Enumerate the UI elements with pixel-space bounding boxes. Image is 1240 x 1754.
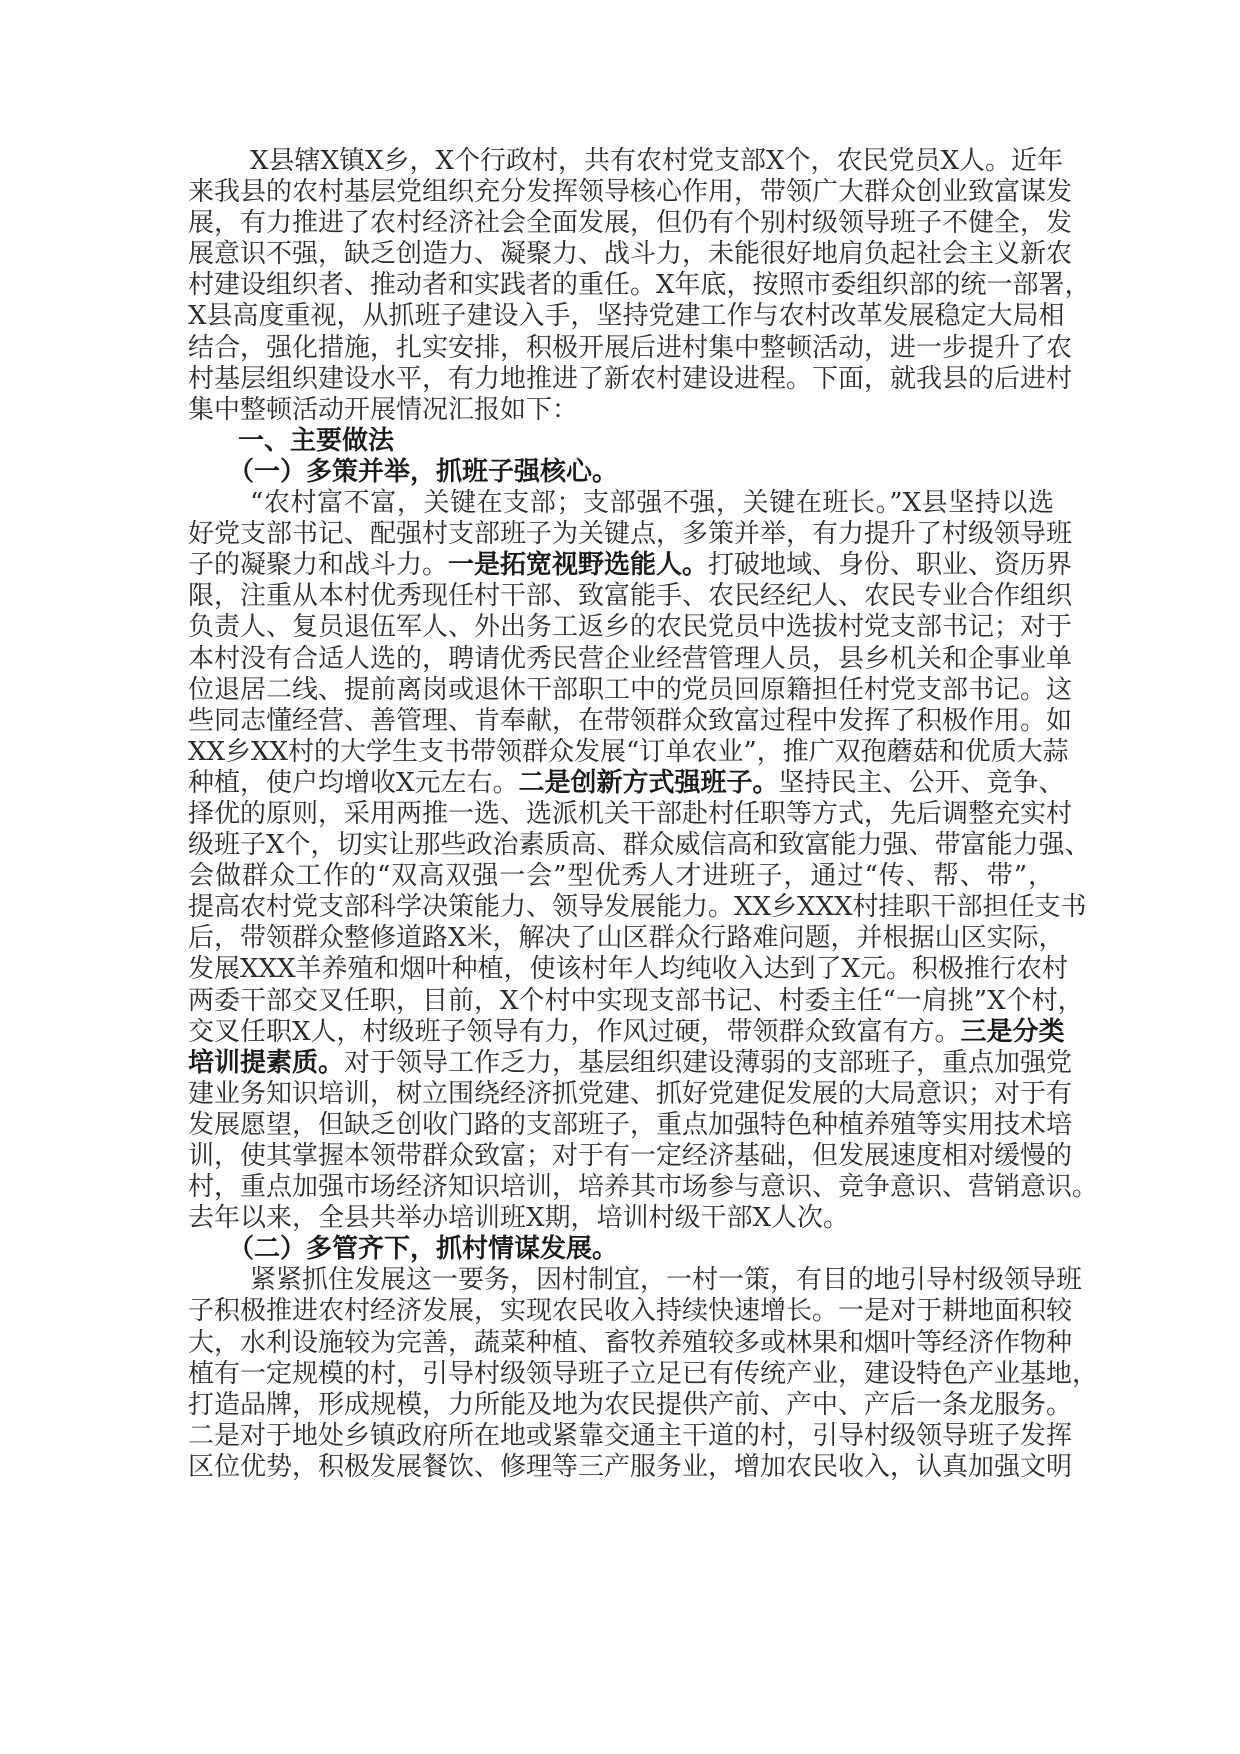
subsection-heading-2: （二）多管齐下，抓村情谋发展。 (228, 1234, 619, 1265)
text-segment: 交叉任职X人，村级班子领导有力，作风过硬，带领群众致富有方。 (188, 1016, 961, 1047)
text-segment: 对于领导工作乏力，基层组织建设薄弱的支部班子，重点加强党 (344, 1047, 1073, 1078)
text-line: 限，注重从本村优秀现任村干部、致富能手、农民经纪人、农民专业合作组织 (188, 581, 1073, 612)
bold-point-1: 一是拓宽视野选能人。 (448, 550, 709, 581)
text-line: 发展XXX羊养殖和烟叶种植，使该村年人均纯收入达到了X元。积极推行农村 (188, 954, 1069, 985)
bold-point-3-cont: 培训提素质。 (188, 1047, 345, 1078)
text-segment: 坚持民主、公开、竞争、 (778, 767, 1065, 798)
subsection-heading-1: （一）多策并举，抓班子强核心。 (228, 456, 619, 487)
text-segment: 种植，使户均增收X元左右。 (188, 767, 519, 798)
text-line: 好党支部书记、配强村支部班子为关键点，多策并举，有力提升了村级领导班 (188, 519, 1073, 550)
text-line: 子积极推进农村经济发展，实现农民收入持续快速增长。一是对于耕地面积较 (188, 1296, 1073, 1327)
text-line: 集中整顿活动开展情况汇报如下： (188, 394, 579, 425)
text-line: XX乡XX村的大学生支书带领群众发展“订单农业”，推广双孢蘑菇和优质大蒜 (188, 736, 1069, 767)
text-line: 去年以来，全县共举办培训班X期，培训村级干部X人次。 (188, 1203, 850, 1234)
text-line: 区位优势，积极发展餐饮、修理等三产服务业，增加农民收入，认真加强文明 (188, 1451, 1073, 1482)
text-line: 本村没有合适人选的，聘请优秀民营企业经营管理人员，县乡机关和企事业单 (188, 643, 1073, 674)
text-line: 训，使其掌握本领带群众致富；对于有一定经济基础，但发展速度相对缓慢的 (188, 1141, 1073, 1171)
text-line: 两委干部交叉任职，目前，X个村中实现支部书记、村委主任“一肩挑”X个村， (188, 985, 1084, 1016)
subsection-1-paragraph (188, 488, 1099, 1234)
text-line: X县辖X镇X乡，X个行政村，共有农村党支部X个，农民党员X人。近年 (250, 146, 1064, 176)
text-line: “农村富不富，关键在支部；支部强不强，关键在班长。”X县坚持以选 (250, 488, 1054, 519)
text-line: X县高度重视，从抓班子建设入手，坚持党建工作与农村改革发展稳定大局相 (188, 301, 1065, 332)
text-line: 打造品牌，形成规模，力所能及地为农民提供产前、产中、产后一条龙服务。 (188, 1389, 1073, 1420)
intro-paragraph (188, 146, 1091, 426)
text-line (188, 550, 1073, 581)
text-line (188, 1016, 1065, 1048)
document-page (188, 146, 1099, 1483)
text-line (188, 1047, 1073, 1079)
text-line: 村建设组织者、推动者和实践者的重任。X年底，按照市委组织部的统一部署， (188, 270, 1091, 301)
text-line (188, 767, 1065, 799)
text-line: 负责人、复员退伍军人、外出务工返乡的农民党员中选拔村党支部书记；对于 (188, 612, 1073, 643)
text-line: 会做群众工作的“双高双强一会”型优秀人才进班子，通过“传、帮、带”， (188, 861, 1054, 892)
bold-point-2: 二是创新方式强班子。 (518, 767, 779, 798)
text-line: 级班子X个，切实让那些政治素质高、群众威信高和致富能力强、带富能力强、 (188, 830, 1091, 861)
text-line: 发展愿望，但缺乏创收门路的支部班子，重点加强特色种植养殖等实用技术培 (188, 1109, 1073, 1140)
text-line: 些同志懂经营、善管理、肯奉献，在带领群众致富过程中发挥了积极作用。如 (188, 705, 1073, 736)
section-heading-main-practices: 一、主要做法 (238, 425, 395, 456)
text-line: 后，带领群众整修道路X米，解决了山区群众行路难问题，并根据山区实际， (188, 923, 1065, 954)
text-line: 来我县的农村基层党组织充分发挥领导核心作用，带领广大群众创业致富谋发 (188, 177, 1073, 208)
text-line: 大，水利设施较为完善，蔬菜种植、畜牧养殖较多或林果和烟叶等经济作物种 (188, 1327, 1073, 1358)
text-line: 位退居二线、提前离岗或退休干部职工中的党员回原籍担任村党支部书记。这 (188, 674, 1073, 705)
text-line: 村，重点加强市场经济知识培训，培养其市场参与意识、竞争意识、营销意识。 (188, 1172, 1099, 1203)
text-line: 紧紧抓住发展这一要务，因村制宜，一村一策，有目的地引导村级领导班 (250, 1265, 1083, 1296)
text-line: 植有一定规模的村，引导村级领导班子立足已有传统产业，建设特色产业基地， (188, 1358, 1099, 1389)
text-segment: 子的凝聚力和战斗力。 (188, 550, 449, 581)
text-line: 择优的原则，采用两推一选、选派机关干部赴村任职等方式，先后调整充实村 (188, 798, 1073, 829)
text-line: 提高农村党支部科学决策能力、领导发展能力。XX乡XXX村挂职干部担任支书 (188, 892, 1087, 923)
bold-point-3: 三是分类 (960, 1016, 1065, 1047)
text-line: 结合，强化措施，扎实安排，积极开展后进村集中整顿活动，进一步提升了农 (188, 332, 1073, 363)
text-line: 建业务知识培训，树立围绕经济抓党建、抓好党建促发展的大局意识；对于有 (188, 1078, 1073, 1109)
text-line: 村基层组织建设水平，有力地推进了新农村建设进程。下面，就我县的后进村 (188, 363, 1073, 394)
text-line: 展，有力推进了农村经济社会全面发展，但仍有个别村级领导班子不健全，发 (188, 208, 1073, 239)
subsection-2-paragraph (188, 1265, 1099, 1483)
text-line: 二是对于地处乡镇政府所在地或紧靠交通主干道的村，引导村级领导班子发挥 (188, 1420, 1073, 1451)
text-line: 展意识不强，缺乏创造力、凝聚力、战斗力，未能很好地肩负起社会主义新农 (188, 239, 1073, 270)
text-segment: 打破地域、身份、职业、资历界 (708, 550, 1073, 581)
